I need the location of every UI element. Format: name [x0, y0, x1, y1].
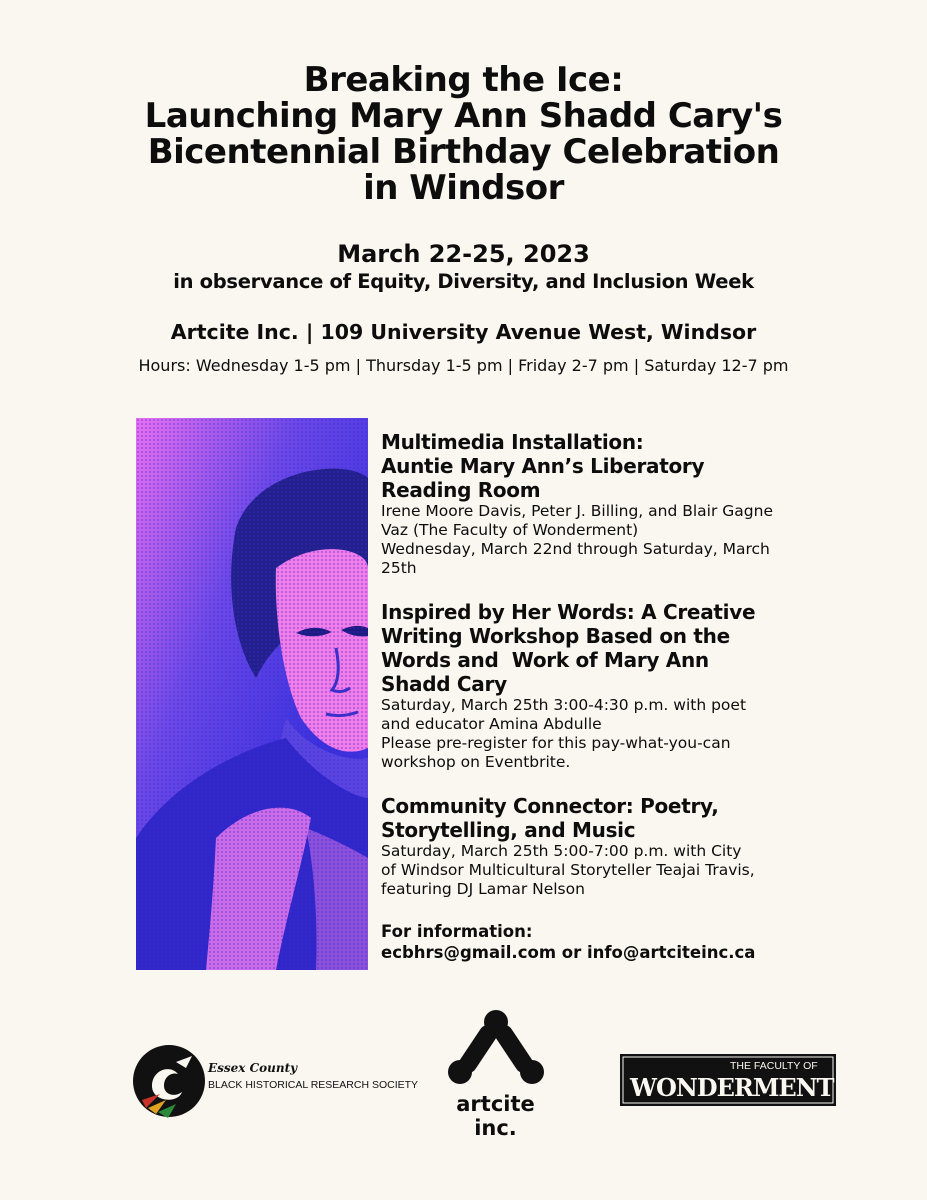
event-title — [381, 794, 801, 842]
faculty-big-text: WONDERMENT — [630, 1073, 834, 1102]
artcite-name: artcite inc. — [456, 1092, 535, 1140]
event-title-line: Auntie Mary Ann’s Liberatory — [381, 454, 705, 478]
event-detail: Saturday, March 25th 3:00-4:30 p.m. with poet — [381, 696, 747, 714]
event-title-line: Reading Room — [381, 478, 541, 502]
event-title-line: Storytelling, and Music — [381, 818, 636, 842]
event-title — [381, 600, 801, 696]
title-line: in Windsor — [363, 168, 564, 208]
ecbhrs-name-line1: Essex County — [208, 1061, 298, 1075]
event-item — [381, 600, 801, 772]
ecbhrs-name-line2: BLACK HISTORICAL RESEARCH SOCIETY — [208, 1079, 419, 1091]
venue-address: Artcite Inc. | 109 University Avenue West, Windsor — [170, 320, 757, 344]
event-detail: Please pre-register for this pay-what-you-can — [381, 734, 731, 752]
event-detail: and educator Amina Abdulle — [381, 715, 602, 733]
event-detail: of Windsor Multicultural Storyteller Teajai Travis, — [381, 861, 755, 879]
opening-hours: Hours: Wednesday 1-5 pm | Thursday 1-5 pm | Friday 2-7 pm | Saturday 12-7 pm — [138, 356, 789, 375]
observance-line: in observance of Equity, Diversity, and Inclusion Week — [173, 270, 754, 293]
event-item — [381, 430, 801, 578]
event-title-line: Shadd Cary — [381, 672, 507, 696]
event-title-line: Words and Work of Mary Ann — [381, 648, 709, 672]
title-line: Launching Mary Ann Shadd Cary's — [144, 96, 783, 136]
faculty-of-wonderment-logo — [620, 1054, 836, 1106]
portrait-image — [136, 418, 368, 970]
event-dates: March 22-25, 2023 — [337, 240, 590, 268]
event-detail: Wednesday, March 22nd through Saturday, March — [381, 540, 770, 558]
event-detail: Vaz (The Faculty of Wonderment) — [381, 521, 639, 539]
event-detail: workshop on Eventbrite. — [381, 753, 571, 771]
event-title-line: Multimedia Installation: — [381, 430, 644, 454]
title-line: Bicentennial Birthday Celebration — [147, 132, 780, 172]
title-line: Breaking the Ice: — [303, 60, 624, 100]
event-detail: featuring DJ Lamar Nelson — [381, 880, 585, 898]
event-title-line: Writing Workshop Based on the — [381, 624, 730, 648]
contact-emails: ecbhrs@gmail.com or info@artciteinc.ca — [381, 943, 756, 962]
event-detail: Saturday, March 25th 5:00-7:00 p.m. with City — [381, 842, 742, 860]
contact-label: For information: — [381, 922, 533, 941]
events-list — [381, 430, 801, 963]
event-title — [381, 430, 801, 502]
event-title-line: Inspired by Her Words: A Creative — [381, 600, 756, 624]
event-detail: 25th — [381, 559, 417, 577]
event-item — [381, 794, 801, 899]
artcite-logo — [438, 1008, 553, 1140]
event-detail: Irene Moore Davis, Peter J. Billing, and Blair Gagne — [381, 502, 773, 520]
event-title-line: Community Connector: Poetry, — [381, 794, 719, 818]
ecbhrs-logo — [130, 1042, 419, 1120]
faculty-small-text: THE FACULTY OF — [730, 1060, 818, 1072]
contact-info — [381, 921, 801, 963]
poster-title — [0, 62, 927, 206]
